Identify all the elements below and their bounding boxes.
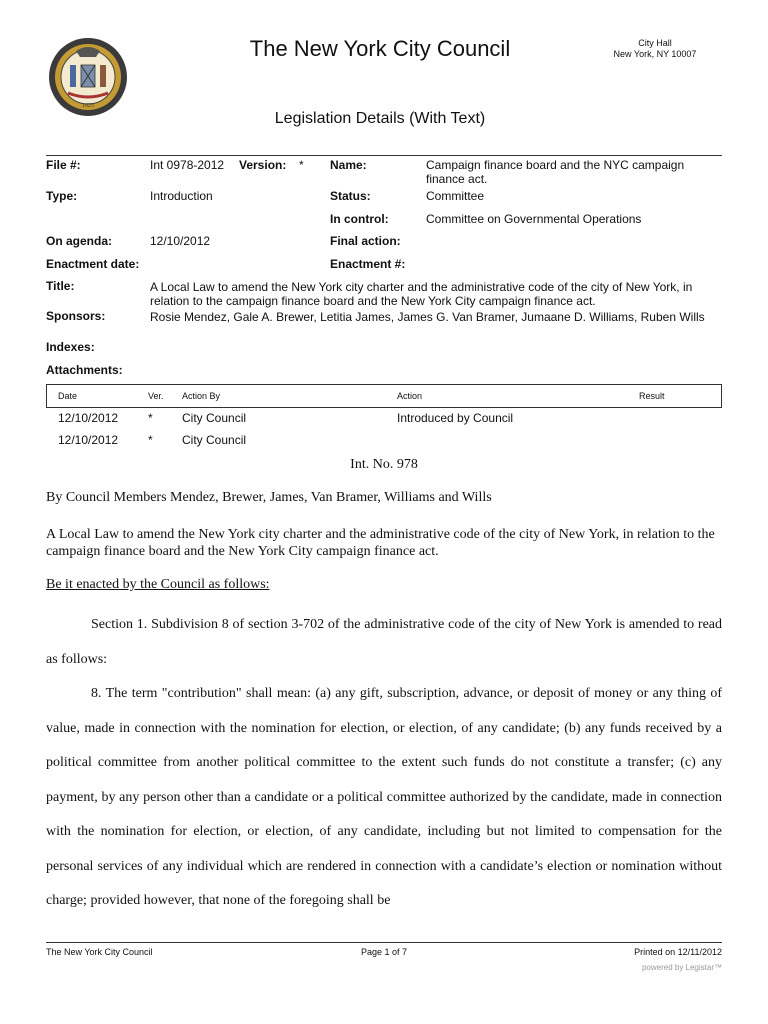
- enacting-clause: Be it enacted by the Council as follows:: [46, 577, 270, 592]
- header-divider: [46, 155, 722, 156]
- name-value: Campaign finance board and the NYC campaign finance act.: [426, 158, 685, 186]
- col-header-version: Ver.: [148, 391, 164, 401]
- file-value: Int 0978-2012: [150, 158, 225, 172]
- indexes-label: Indexes:: [46, 340, 95, 354]
- status-value: Committee: [426, 189, 485, 203]
- powered-by-legistar: powered by Legistar™: [641, 963, 722, 972]
- row-action-by: City Council: [182, 411, 247, 425]
- page-title: The New York City Council: [249, 36, 511, 61]
- address-block: [600, 38, 710, 60]
- in-control-value: Committee on Governmental Operations: [426, 212, 642, 226]
- type-label: Type:: [46, 189, 78, 203]
- col-header-action-by: Action By: [182, 391, 221, 401]
- row-action-by: City Council: [182, 433, 247, 447]
- law-title-text: A Local Law to amend the New York city charter and the administrative code of the city of New York, in relation to the campaign finance board and the New York City campaign finance act.: [46, 527, 715, 559]
- footer-page-number: Page 1 of 7: [360, 947, 408, 957]
- col-header-date: Date: [58, 391, 78, 401]
- row-action: Introduced by Council: [397, 411, 514, 425]
- enactment-number-label: Enactment #:: [330, 257, 406, 271]
- type-value: Introduction: [150, 189, 213, 203]
- version-value: *: [299, 158, 304, 172]
- section-1-text: Section 1. Subdivision 8 of section 3-702 of the administrative code of the city of New York is amended to read as follows:: [46, 617, 722, 667]
- in-control-label: In control:: [330, 212, 389, 226]
- col-header-result: Result: [639, 391, 665, 401]
- on-agenda-label: On agenda:: [46, 234, 113, 248]
- version-label: Version:: [239, 158, 287, 172]
- sponsors-value: Rosie Mendez, Gale A. Brewer, Letitia James, James G. Van Bramer, Jumaane D. Williams, Ruben Wills: [150, 310, 705, 324]
- row-date: 12/10/2012: [58, 411, 119, 425]
- page-subtitle: Legislation Details (With Text): [274, 110, 486, 127]
- col-header-action: Action: [397, 391, 423, 401]
- row-version: *: [148, 411, 153, 425]
- file-label: File #:: [46, 158, 81, 172]
- on-agenda-value: 12/10/2012: [150, 234, 211, 248]
- footer-divider: [46, 942, 722, 943]
- row-date: 12/10/2012: [58, 433, 119, 447]
- sponsor-line: By Council Members Mendez, Brewer, James, Van Bramer, Williams and Wills: [46, 490, 492, 505]
- enactment-date-label: Enactment date:: [46, 257, 140, 271]
- int-number: Int. No. 978: [350, 457, 418, 472]
- footer-left: The New York City Council: [46, 947, 153, 957]
- footer-printed-date: Printed on 12/11/2012: [634, 947, 722, 957]
- status-label: Status:: [330, 189, 371, 203]
- attachments-label: Attachments:: [46, 363, 123, 377]
- row-version: *: [148, 433, 153, 447]
- seal-year: 1625: [82, 103, 94, 109]
- final-action-label: Final action:: [330, 234, 401, 248]
- paragraph-8-text: 8. The term "contribution" shall mean: (a) any gift, subscription, advance, or deposit of money or any thing of value, made in connection with the nomination for election, or election, of any candidate; (b) any funds received by a political committee from another political committee to the extent such funds do not constitute a transfer; (c) any payment, by any person other than a candidate or a political committee authorized by the candidate, made in connection with the nomination for election, or election, of any candidate, including but not limited to compensation for the personal services of any individual which are rendered in connection with a candidate’s election or nomination without charge; provided however, that none of the foregoing shall be: [46, 686, 722, 908]
- address-line-1: City Hall: [638, 38, 672, 48]
- sponsors-label: Sponsors:: [46, 309, 106, 323]
- title-label: Title:: [46, 279, 75, 293]
- address-line-2: New York, NY 10007: [613, 49, 697, 59]
- name-label: Name:: [330, 158, 367, 172]
- title-value: A Local Law to amend the New York city charter and the administrative code of the city of New York, in relation to the campaign finance board and the New York City campaign finance act.: [150, 280, 693, 308]
- nyc-council-seal-logo: [48, 37, 128, 117]
